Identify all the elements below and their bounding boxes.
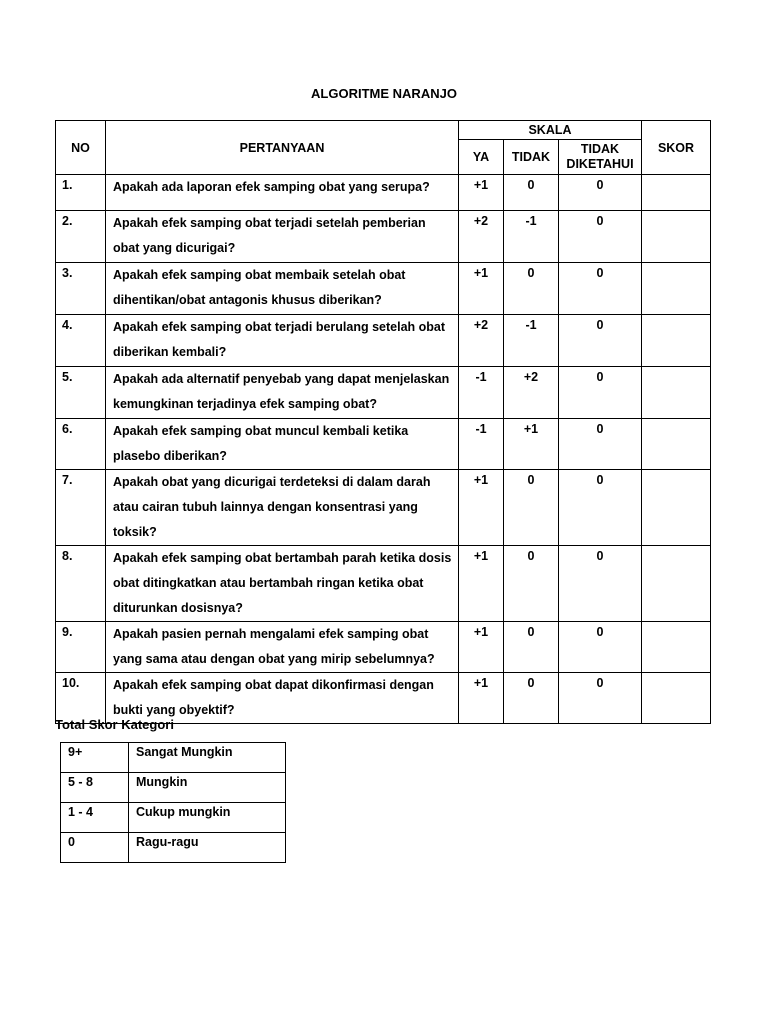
row-number: 9. [56,622,106,673]
category-range: 1 - 4 [61,803,129,833]
row-question: Apakah efek samping obat terjadi setelah pemberian obat yang dicurigai? [106,211,459,263]
category-label: Ragu-ragu [129,833,286,863]
row-score[interactable] [642,470,711,546]
table-row [56,470,711,546]
row-score[interactable] [642,175,711,211]
row-unknown-value: 0 [559,546,642,622]
row-no-value: +1 [504,419,559,470]
category-label: Mungkin [129,773,286,803]
category-row [61,773,286,803]
row-no-value: 0 [504,546,559,622]
row-number: 1. [56,175,106,211]
row-question: Apakah efek samping obat bertambah parah ketika dosis obat ditingkatkan atau bertambah ringan ketika obat diturunkan dosisnya? [106,546,459,622]
row-number: 3. [56,263,106,315]
row-number: 7. [56,470,106,546]
header-yes: YA [459,140,504,175]
row-no-value: +2 [504,367,559,419]
row-question: Apakah pasien pernah mengalami efek samping obat yang sama atau dengan obat yang mirip sebelumnya? [106,622,459,673]
table-row [56,419,711,470]
row-score[interactable] [642,367,711,419]
row-question: Apakah ada laporan efek samping obat yang serupa? [106,175,459,211]
row-score[interactable] [642,263,711,315]
page-title: ALGORITME NARANJO [311,86,457,101]
table-row [56,175,711,211]
row-yes-value: +1 [459,622,504,673]
table-row [56,211,711,263]
row-unknown-value: 0 [559,470,642,546]
row-question: Apakah ada alternatif penyebab yang dapat menjelaskan kemungkinan terjadinya efek samping obat? [106,367,459,419]
row-question: Apakah obat yang dicurigai terdeteksi di dalam darah atau cairan tubuh lainnya dengan konsentrasi yang toksik? [106,470,459,546]
category-title: Total Skor Kategori [55,717,174,732]
header-question: PERTANYAAN [106,121,459,175]
row-question: Apakah efek samping obat membaik setelah obat dihentikan/obat antagonis khusus diberikan? [106,263,459,315]
row-yes-value: -1 [459,367,504,419]
table-row [56,673,711,724]
row-yes-value: -1 [459,419,504,470]
row-question: Apakah efek samping obat dapat dikonfirmasi dengan bukti yang obyektif? [106,673,459,724]
category-range: 0 [61,833,129,863]
row-yes-value: +1 [459,470,504,546]
row-no-value: -1 [504,211,559,263]
category-table [60,742,286,863]
row-yes-value: +1 [459,673,504,724]
table-row [56,367,711,419]
row-question: Apakah efek samping obat muncul kembali ketika plasebo diberikan? [106,419,459,470]
row-yes-value: +1 [459,546,504,622]
header-unknown: TIDAK DIKETAHUI [559,140,642,175]
row-score[interactable] [642,315,711,367]
row-unknown-value: 0 [559,263,642,315]
category-row [61,833,286,863]
table-row [56,622,711,673]
row-score[interactable] [642,673,711,724]
row-number: 5. [56,367,106,419]
header-no: NO [56,121,106,175]
row-yes-value: +1 [459,175,504,211]
row-unknown-value: 0 [559,367,642,419]
row-score[interactable] [642,546,711,622]
row-number: 4. [56,315,106,367]
row-no-value: 0 [504,622,559,673]
table-row [56,263,711,315]
row-no-value: 0 [504,470,559,546]
row-no-value: 0 [504,263,559,315]
row-number: 2. [56,211,106,263]
row-no-value: 0 [504,673,559,724]
row-number: 6. [56,419,106,470]
row-no-value: 0 [504,175,559,211]
row-unknown-value: 0 [559,622,642,673]
row-unknown-value: 0 [559,175,642,211]
header-score: SKOR [642,121,711,175]
row-score[interactable] [642,419,711,470]
row-score[interactable] [642,622,711,673]
row-no-value: -1 [504,315,559,367]
row-number: 10. [56,673,106,724]
row-unknown-value: 0 [559,419,642,470]
row-unknown-value: 0 [559,211,642,263]
row-question: Apakah efek samping obat terjadi berulang setelah obat diberikan kembali? [106,315,459,367]
row-score[interactable] [642,211,711,263]
category-range: 5 - 8 [61,773,129,803]
table-row [56,315,711,367]
category-row [61,803,286,833]
naranjo-table [55,120,711,724]
row-yes-value: +2 [459,315,504,367]
category-label: Cukup mungkin [129,803,286,833]
row-unknown-value: 0 [559,315,642,367]
category-row [61,743,286,773]
row-unknown-value: 0 [559,673,642,724]
header-scale: SKALA [459,121,642,140]
table-row [56,546,711,622]
row-number: 8. [56,546,106,622]
category-label: Sangat Mungkin [129,743,286,773]
row-yes-value: +2 [459,211,504,263]
row-yes-value: +1 [459,263,504,315]
category-range: 9+ [61,743,129,773]
header-no-answer: TIDAK [504,140,559,175]
